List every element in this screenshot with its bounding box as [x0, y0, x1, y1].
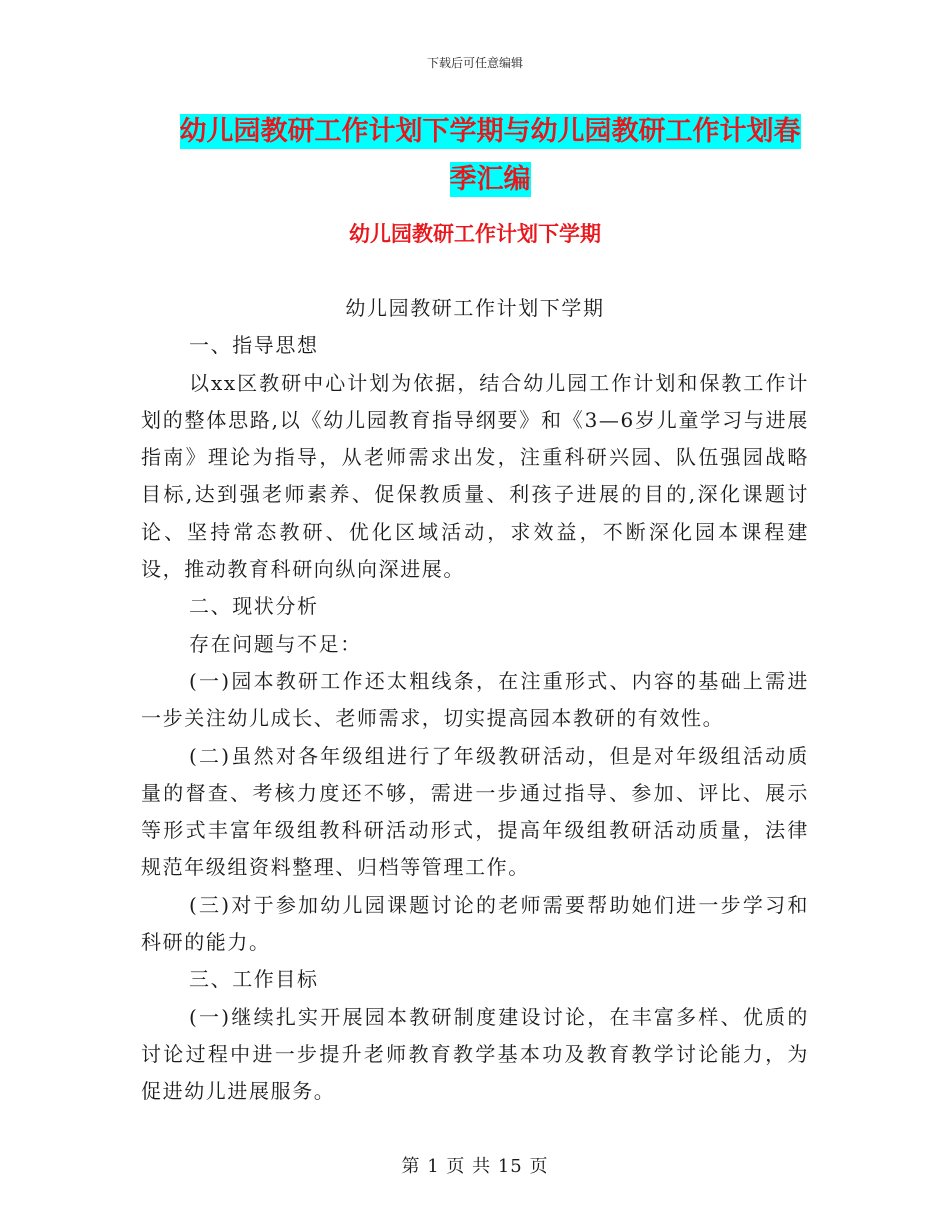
document-body: [141, 290, 809, 1111]
body-paragraph: (一)园本教研工作还太粗线条，在注重形式、内容的基础上需进一步关注幼儿成长、老师需求，切实提高园本教研的有效性。: [141, 668, 809, 731]
page-header: 下载后可任意编辑: [426, 56, 523, 70]
subtitle-paragraph: 幼儿园教研工作计划下学期: [345, 296, 605, 320]
title-line-2: 季汇编: [449, 164, 531, 195]
title-line-1: 幼儿园教研工作计划下学期与幼儿园教研工作计划春: [179, 116, 801, 147]
heading-status-analysis: 二、现状分析: [189, 594, 319, 619]
body-paragraph: (二)虽然对各年级组进行了年级教研活动，但是对年级组活动质量的督查、考核力度还不够，需进一步通过指导、参加、评比、展示等形式丰富年级组教科研活动形式，提高年级组教研活动质量，法律规范年级组资料整理、归档等管理工作。: [141, 743, 809, 880]
body-paragraph: (一)继续扎实开展园本教研制度建设讨论，在丰富多样、优质的讨论过程中进一步提升老师教育教学基本功及教育教学讨论能力，为促进幼儿进展服务。: [141, 1004, 809, 1104]
heading-guiding-thought: 一、指导思想: [189, 333, 319, 358]
document-title: [140, 108, 840, 204]
body-paragraph: (三)对于参加幼儿园课题讨论的老师需要帮助她们进一步学习和科研的能力。: [141, 892, 809, 955]
heading-work-goals: 三、工作目标: [189, 967, 319, 992]
body-paragraph: 以xx区教研中心计划为依据，结合幼儿园工作计划和保教工作计划的整体思路,以《幼儿园教育指导纲要》和《3—6岁儿童学习与进展指南》理论为指导，从老师需求出发，注重科研兴园、队伍强园战略目标,达到强老师素养、促保教质量、利孩子进展的目的,深化课题讨论、坚持常态教研、优化区域活动，求效益，不断深化园本课程建设，推动教育科研向纵向深进展。: [141, 370, 809, 582]
page-number-footer: 第 1 页 共 15 页: [401, 1156, 549, 1177]
body-paragraph: 存在问题与不足：: [189, 631, 362, 656]
section-title: 幼儿园教研工作计划下学期: [349, 222, 601, 246]
